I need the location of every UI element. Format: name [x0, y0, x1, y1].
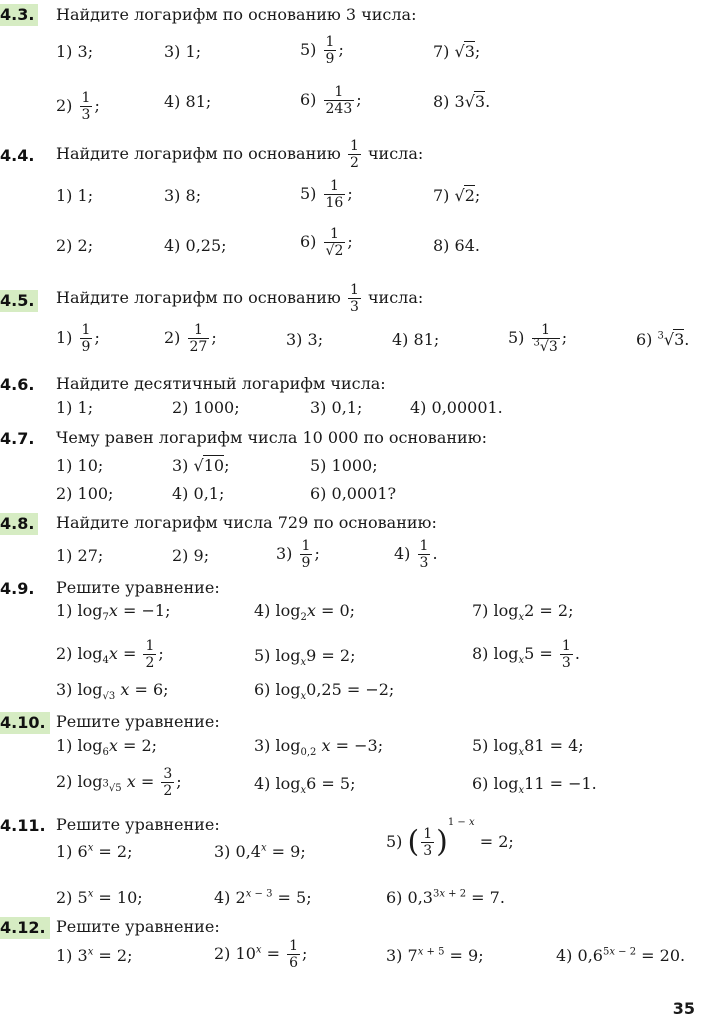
answer-item: 6) 0,0001?	[310, 484, 397, 503]
problem-text: Решите уравнение:	[56, 578, 220, 597]
problem-text: Решите уравнение:	[56, 712, 220, 731]
answer-item: 1) 1;	[56, 398, 94, 417]
answer-item: 5) 1000;	[310, 456, 378, 475]
answer-item: 5) $\frac{1}{9}$ ;	[300, 34, 344, 67]
equation: 6) $\log_x0,25 = -2$;	[254, 680, 395, 703]
answer-item: 2) 9;	[172, 546, 210, 565]
page-number: 35	[672, 999, 695, 1018]
answer-item: 4) 0,1;	[172, 484, 225, 503]
answer-item: 2) $\frac{1}{27}$ ;	[164, 322, 217, 355]
equation: 1) $\log_6x = 2$;	[56, 736, 158, 759]
equation: 3) $\log_{0,2} x = -3$;	[254, 736, 384, 759]
answer-item: 3) 3;	[286, 330, 324, 349]
answer-item: 5) $\frac{1}{16}$ ;	[300, 178, 353, 211]
problem-text: Найдите десятичный логарифм числа:	[56, 374, 386, 393]
answer-item: 5) $\frac{1}{^3√3}$ ;	[508, 322, 568, 355]
problem-text: Чему равен логарифм числа 10 000 по основанию:	[56, 428, 487, 447]
problem-number: 4.10.	[0, 712, 50, 734]
answer-item: 3) 1;	[164, 42, 202, 61]
answer-item: 4) 81;	[164, 92, 212, 111]
equation: 7) $\log_x2 = 2$;	[472, 601, 574, 624]
equation: 4) $0,6^{5x - 2} = 20$.	[556, 946, 686, 965]
equation: 1) $6^x = 2$;	[56, 842, 133, 861]
equation: 6) $\log_x11 = -1$.	[472, 774, 597, 797]
answer-item: 8) 64.	[433, 236, 480, 255]
answer-item: 2) $\frac{1}{3}$ ;	[56, 90, 100, 123]
equation: 2) $10^x$ = $\frac{1}{6}$ ;	[214, 938, 308, 971]
problem-text: Решите уравнение:	[56, 917, 220, 936]
problem-text: Найдите логарифм числа 729 по основанию:	[56, 513, 437, 532]
answer-item: 4) 0,25;	[164, 236, 227, 255]
equation: 2) $\log_4x$ = $\frac{1}{2}$ ;	[56, 638, 164, 671]
problem-number: 4.3.	[0, 4, 38, 26]
problem-number: 4.9.	[0, 579, 35, 598]
equation: 6) $0,3^{3x + 2} = 7$.	[386, 888, 505, 907]
answer-item: 4) 81;	[392, 330, 440, 349]
answer-item: 8) 3√3.	[433, 92, 491, 111]
answer-item: 7) √3;	[433, 42, 481, 61]
equation: 2) $\log_{^3√5} x$ = $\frac{3}{2}$ ;	[56, 766, 182, 799]
answer-item: 2) 2;	[56, 236, 94, 255]
answer-item: 6) $\frac{1}{√2}$ ;	[300, 226, 353, 259]
problem-text: Найдите логарифм по основанию $\frac{1}{3}$ числа:	[56, 282, 424, 315]
problem-text: Решите уравнение:	[56, 815, 220, 834]
problem-number: 4.8.	[0, 513, 38, 535]
problem-number: 4.7.	[0, 429, 35, 448]
answer-item: 2) 1000;	[172, 398, 240, 417]
answer-item: 1) 1;	[56, 186, 94, 205]
answer-item: 1) 3;	[56, 42, 94, 61]
problem-number: 4.6.	[0, 375, 35, 394]
answer-item: 3) 0,1;	[310, 398, 363, 417]
problem-text: Найдите логарифм по основанию 3 числа:	[56, 5, 417, 24]
equation: 3) $\log_{√3} x = 6$;	[56, 680, 169, 703]
equation: 5) ( $\frac{1}{3}$ )$^{1 - x}$ = 2;	[386, 816, 514, 860]
equation: 3) $0,4^x = 9$;	[214, 842, 306, 861]
answer-item: 4) $\frac{1}{3}$ .	[394, 538, 438, 571]
answer-item: 6) $\frac{1}{243}$ ;	[300, 84, 362, 117]
answer-item: 7) √2;	[433, 186, 481, 205]
equation: 1) $\log_7x = -1$;	[56, 601, 171, 624]
equation: 1) $3^x = 2$;	[56, 946, 133, 965]
answer-item: 1) $\frac{1}{9}$ ;	[56, 322, 100, 355]
equation: 8) $\log_x5$ = $\frac{1}{3}$ .	[472, 638, 580, 671]
problem-number: 4.4.	[0, 146, 35, 165]
problem-number: 4.11.	[0, 816, 46, 835]
equation: 4) $\log_x6 = 5$;	[254, 774, 356, 797]
problem-number: 4.12.	[0, 917, 50, 939]
answer-item: 3) $\frac{1}{9}$ ;	[276, 538, 320, 571]
equation: 3) $7^{x + 5} = 9$;	[386, 946, 484, 965]
answer-item: 3) 8;	[164, 186, 202, 205]
answer-item: 1) 27;	[56, 546, 104, 565]
answer-item: 4) 0,00001.	[410, 398, 503, 417]
equation: 4) $\log_2x = 0$;	[254, 601, 356, 624]
answer-item: 1) 10;	[56, 456, 104, 475]
equation: 5) $\log_x9 = 2$;	[254, 646, 356, 669]
equation: 2) $5^x = 10$;	[56, 888, 143, 907]
answer-item: 2) 100;	[56, 484, 114, 503]
answer-item: 3) √10;	[172, 456, 230, 475]
equation: 4) $2^{x - 3} = 5$;	[214, 888, 312, 907]
equation: 5) $\log_x81 = 4$;	[472, 736, 584, 759]
problem-text: Найдите логарифм по основанию $\frac{1}{2}$ числа:	[56, 138, 424, 171]
problem-number: 4.5.	[0, 290, 38, 312]
answer-item: 6) $^3$√3.	[636, 330, 690, 349]
